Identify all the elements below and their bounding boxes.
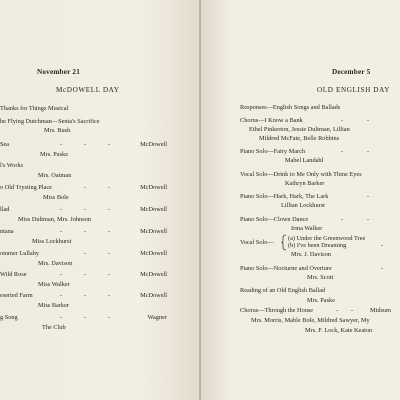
program-item: Thanks for Things Musical	[0, 105, 69, 112]
composer: McDowell	[140, 250, 167, 257]
composer: McDowell	[140, 271, 167, 278]
leader-dash: -	[84, 141, 87, 148]
performer: Mrs. Davison	[38, 260, 73, 267]
performer: Mrs. Morris, Mable Bole, Mildred Sawyer, My	[251, 317, 370, 324]
leader-dash: -	[108, 292, 111, 299]
composer: Midsum	[370, 307, 391, 314]
performer: Irma Walker	[291, 225, 323, 232]
performer: Mildred McFate, Belle Robbins	[259, 135, 340, 142]
performer: Mabel Landahl	[285, 157, 324, 164]
leader-dash: -	[84, 250, 87, 257]
program-item: (b) I've been Dreaming	[288, 242, 347, 249]
program-item: o Old Trysting Place	[0, 184, 52, 191]
leader-dash: -	[84, 271, 87, 278]
left-page	[0, 0, 199, 400]
leader-dash: -	[351, 307, 354, 314]
leader-dash: -	[381, 242, 384, 249]
program-item: g Song	[0, 314, 18, 321]
program-item: Chorus—I Know a Bank	[240, 117, 303, 124]
program-item: Sea	[0, 141, 10, 148]
program-item: (a) Under the Greenwood Tree	[288, 235, 366, 242]
right-page-heading: OLD ENGLISH DAY	[317, 86, 391, 94]
leader-dash: -	[108, 271, 111, 278]
program-item: ommer Lullaby	[0, 250, 39, 257]
right-page	[201, 0, 400, 400]
performer: Mrs. Paske	[307, 297, 335, 304]
leader-dash: -	[84, 314, 87, 321]
leader-dash: -	[60, 141, 63, 148]
program-item: Piano Solo—Clown Dance	[240, 216, 309, 223]
leader-dash: -	[367, 216, 370, 223]
program-item: eserted Farm	[0, 292, 33, 299]
composer: McDowell	[140, 184, 167, 191]
performer: Mrs. Bush	[44, 127, 71, 134]
program-item: l's Works	[0, 162, 24, 169]
leader-dash: -	[84, 206, 87, 213]
leader-dash: -	[108, 141, 111, 148]
left-page-heading: McDOWELL DAY	[56, 86, 120, 94]
leader-dash: -	[60, 206, 63, 213]
leader-dash: -	[341, 148, 344, 155]
composer: McDowell	[140, 141, 167, 148]
program-item: ntana	[0, 228, 14, 235]
program-item: Vocal Solo—Drink to Me Only with Thine Eyes	[240, 171, 362, 178]
leader-dash: -	[108, 250, 111, 257]
performer: Kathryn Barker	[285, 180, 325, 187]
program-item: Piano Solo—Nocturne and Overture	[240, 265, 332, 272]
leader-dash: -	[60, 314, 63, 321]
performer: Mrs. J. Davison	[291, 251, 331, 258]
performer: Miss Bole	[43, 194, 69, 201]
performer: Mrs. Paske	[40, 151, 68, 158]
performer: Miss Lockhurst	[32, 238, 72, 245]
leader-dash: -	[108, 206, 111, 213]
performer: Miss Walker	[38, 281, 70, 288]
performer: Miss Barker	[38, 302, 69, 309]
program-item: Responses—English Songs and Ballads	[240, 104, 341, 111]
leader-dash: -	[108, 184, 111, 191]
leader-dash: -	[84, 184, 87, 191]
leader-dash: -	[84, 228, 87, 235]
right-page-date: December 5	[332, 68, 371, 76]
leader-dash: -	[60, 271, 63, 278]
leader-dash: -	[60, 228, 63, 235]
leader-dash: -	[108, 228, 111, 235]
program-item: Vocal Solo—	[240, 239, 274, 246]
composer: McDowell	[140, 292, 167, 299]
performer: Miss Dultman, Mrs. Johnson	[18, 216, 91, 223]
performer: Mrs. Oatman	[38, 172, 72, 179]
leader-dash: -	[367, 148, 370, 155]
brace-icon	[281, 234, 287, 251]
leader-dash: -	[341, 216, 344, 223]
left-page-date: November 21	[37, 68, 80, 76]
leader-dash: -	[84, 292, 87, 299]
leader-dash: -	[381, 265, 384, 272]
program-item: Reading of an Old English Ballad	[240, 287, 326, 294]
program-item: Piano Solo—Fairy March	[240, 148, 306, 155]
leader-dash: -	[367, 117, 370, 124]
performer: Mrs. F. Lock, Kate Keaton	[305, 327, 373, 334]
leader-dash: -	[341, 117, 344, 124]
composer: McDowell	[140, 228, 167, 235]
performer: Mrs. Scott	[307, 274, 334, 281]
leader-dash: -	[367, 193, 370, 200]
program-item: llad	[0, 206, 10, 213]
composer: Wagner	[147, 314, 167, 321]
leader-dash: -	[108, 314, 111, 321]
program-item: Piano Solo—Hark, Hark, The Lark	[240, 193, 329, 200]
performer: The Club	[42, 324, 66, 331]
performer: Lillian Lockhurst	[281, 202, 325, 209]
performer: Ethel Pinkerton, Jessie Dultman, Lillian	[249, 126, 350, 133]
program-item: he Flying Dutchman—Senta's Sacrifice	[0, 118, 100, 125]
leader-dash: -	[336, 307, 339, 314]
program-item: Wild Rose	[0, 271, 27, 278]
leader-dash: -	[60, 292, 63, 299]
program-item: Chorus—Through the House	[240, 307, 314, 314]
composer: McDowell	[140, 206, 167, 213]
